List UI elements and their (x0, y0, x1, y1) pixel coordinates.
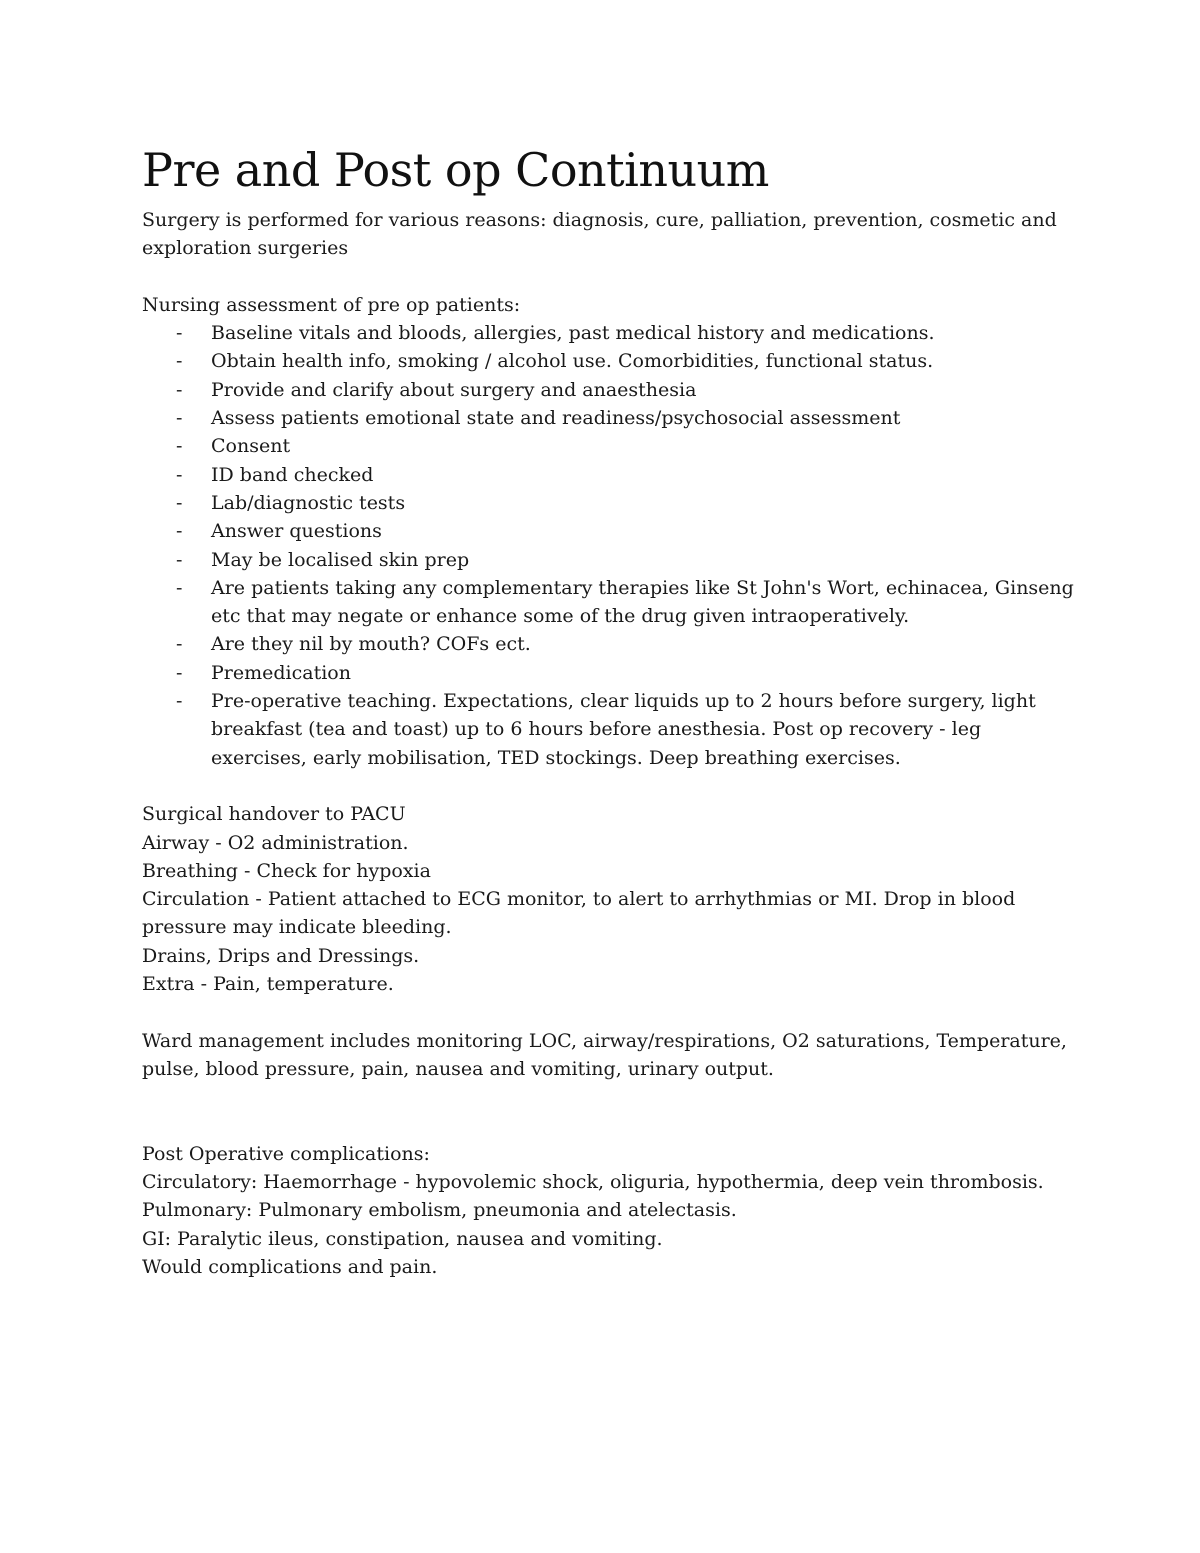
spacer (142, 998, 1082, 1026)
complications-heading: Post Operative complications: (142, 1142, 430, 1165)
list-item-text: Are patients taking any complementary therapies like St John's Wort, echinacea, Ginseng etc that may negate or enhance some of the drug given intraoperatively. (211, 576, 1074, 628)
list-item (142, 461, 1082, 489)
list-item (142, 376, 1082, 404)
dash-bullet: - (176, 463, 183, 486)
dash-bullet: - (176, 690, 183, 713)
list-item-text: Lab/diagnostic tests (211, 491, 406, 514)
dash-bullet: - (176, 520, 183, 543)
complications-wound: Would complications and pain. (142, 1255, 438, 1278)
dash-bullet: - (176, 350, 183, 373)
document-title: Pre and Post op Continuum (142, 143, 769, 197)
list-item-text: Provide and clarify about surgery and anaesthesia (211, 378, 697, 401)
dash-bullet: - (176, 576, 183, 599)
handover-circulation: Circulation - Patient attached to ECG monitor, to alert to arrhythmias or MI. Drop in blood pressure may indicate bleeding. (142, 888, 1016, 939)
list-item (142, 659, 1082, 687)
dash-bullet: - (176, 661, 183, 684)
list-item-text: Premedication (211, 661, 351, 684)
dash-bullet: - (176, 633, 183, 656)
list-item-text: Obtain health info, smoking / alcohol use. Comorbidities, functional status. (211, 350, 934, 373)
spacer (142, 772, 1082, 800)
spacer (142, 1083, 1082, 1140)
spacer (142, 263, 1082, 291)
handover-breathing: Breathing - Check for hypoxia (142, 859, 431, 882)
dash-bullet: - (176, 378, 183, 401)
nursing-heading: Nursing assessment of pre op patients: (142, 293, 521, 316)
list-item (142, 489, 1082, 517)
list-item-text: Consent (211, 435, 291, 458)
list-item-text: Pre-operative teaching. Expectations, clear liquids up to 2 hours before surgery, light breakfast (tea and toast) up to 6 hours before anesthesia. Post op recovery - leg exercises, early mobilisation, TED stockings. Deep breathing exercises. (211, 690, 1036, 769)
handover-heading: Surgical handover to PACU (142, 803, 406, 826)
list-item-text: Answer questions (211, 520, 382, 543)
list-item-text: Are they nil by mouth? COFs ect. (211, 633, 531, 656)
document-page (142, 138, 1082, 1281)
list-item (142, 687, 1082, 772)
list-item (142, 546, 1082, 574)
list-item (142, 319, 1082, 347)
dash-bullet: - (176, 407, 183, 430)
list-item-text: Assess patients emotional state and readiness/psychosocial assessment (211, 407, 901, 430)
list-item-text: May be localised skin prep (211, 548, 470, 571)
list-item-text: ID band checked (211, 463, 374, 486)
handover-airway: Airway - O2 administration. (142, 831, 409, 854)
ward-management-paragraph: Ward management includes monitoring LOC, airway/respirations, O2 saturations, Temperature, pulse, blood pressure, pain, nausea and vomiting, urinary output. (142, 1029, 1067, 1080)
list-item-text: Baseline vitals and bloods, allergies, past medical history and medications. (211, 322, 935, 345)
dash-bullet: - (176, 322, 183, 345)
list-item (142, 347, 1082, 375)
list-item (142, 630, 1082, 658)
dash-bullet: - (176, 435, 183, 458)
complications-gi: GI: Paralytic ileus, constipation, nausea and vomiting. (142, 1227, 663, 1250)
nursing-assessment-list (142, 319, 1082, 772)
dash-bullet: - (176, 491, 183, 514)
list-item (142, 432, 1082, 460)
complications-pulmonary: Pulmonary: Pulmonary embolism, pneumonia and atelectasis. (142, 1199, 737, 1222)
list-item (142, 404, 1082, 432)
dash-bullet: - (176, 548, 183, 571)
complications-circulatory: Circulatory: Haemorrhage - hypovolemic shock, oliguria, hypothermia, deep vein thrombosis. (142, 1171, 1044, 1194)
handover-drains: Drains, Drips and Dressings. (142, 944, 420, 967)
list-item (142, 574, 1082, 631)
handover-extra: Extra - Pain, temperature. (142, 973, 394, 996)
list-item (142, 517, 1082, 545)
intro-paragraph: Surgery is performed for various reasons: diagnosis, cure, palliation, prevention, cosmetic and exploration surgeries (142, 209, 1057, 260)
